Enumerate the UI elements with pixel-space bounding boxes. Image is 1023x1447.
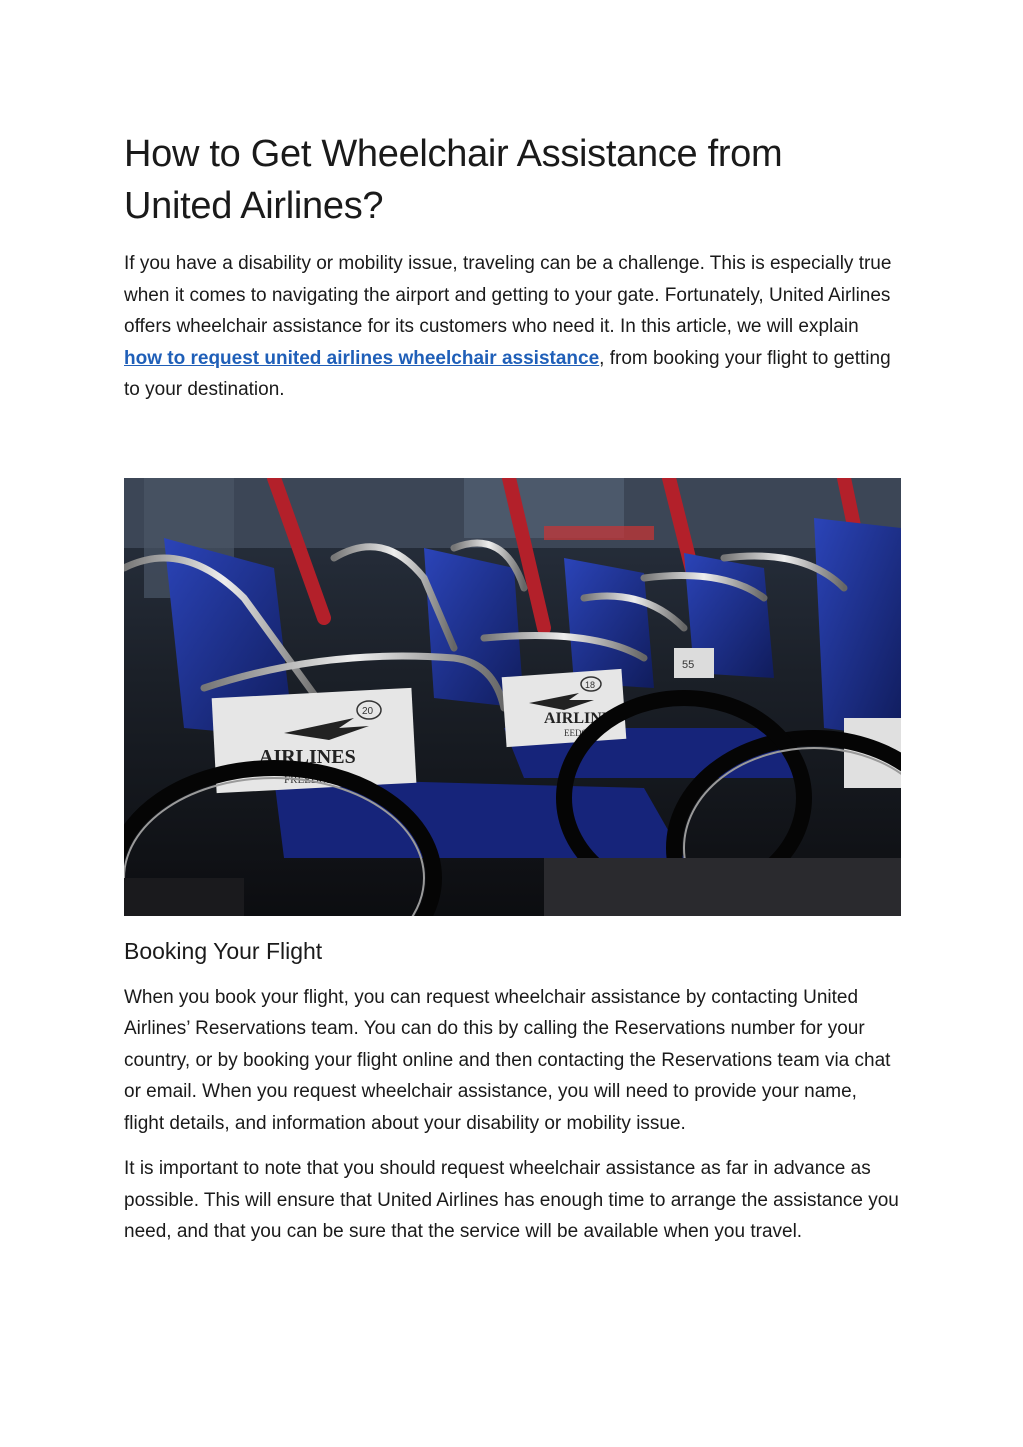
booking-paragraph-1: When you book your flight, you can request wheelchair assistance by contacting United Airlines’ Reservations team. You can do this by calling the Reservations number for your country, or by booking your flight online and then contacting the Reservations team via chat or email. When you request wheelchair assistance, you will need to provide your name, flight details, and information about your disability or mobility issue. xyxy=(124,986,891,1134)
svg-text:20: 20 xyxy=(362,705,374,717)
svg-text:FREEDOM: FREEDOM xyxy=(284,773,337,786)
svg-text:AIRLINES: AIRLINES xyxy=(544,709,622,727)
svg-text:AIRLINES: AIRLINES xyxy=(259,745,356,768)
svg-text:18: 18 xyxy=(585,679,596,690)
svg-text:EEDOM: EEDOM xyxy=(564,727,596,738)
intro-text-before: If you have a disability or mobility issue, traveling can be a challenge. This is especially true when it comes to navigating the airport and getting to your gate. Fortunately, United Airlines offers wheelchair assistance for its customers who need it. In this article, we will explain xyxy=(124,253,892,337)
booking-paragraph-2: It is important to note that you should request wheelchair assistance as far in advance as possible. This will ensure that United Airlines has enough time to arrange the assistance you need, and that you can be sure that the service will be available when you travel. xyxy=(124,1158,899,1242)
document-page xyxy=(124,128,900,1248)
intro-paragraph xyxy=(124,248,900,406)
wheelchairs-photo xyxy=(124,478,901,916)
section-heading-booking: Booking Your Flight xyxy=(124,937,323,964)
page-title: How to Get Wheelchair Assistance from United Airlines? xyxy=(124,133,783,227)
wheelchair-assistance-link[interactable]: how to request united airlines wheelchair assistance xyxy=(124,347,600,369)
svg-text:55: 55 xyxy=(682,658,695,671)
intro-text-after: , from booking your flight to getting to your destination. xyxy=(124,347,891,400)
